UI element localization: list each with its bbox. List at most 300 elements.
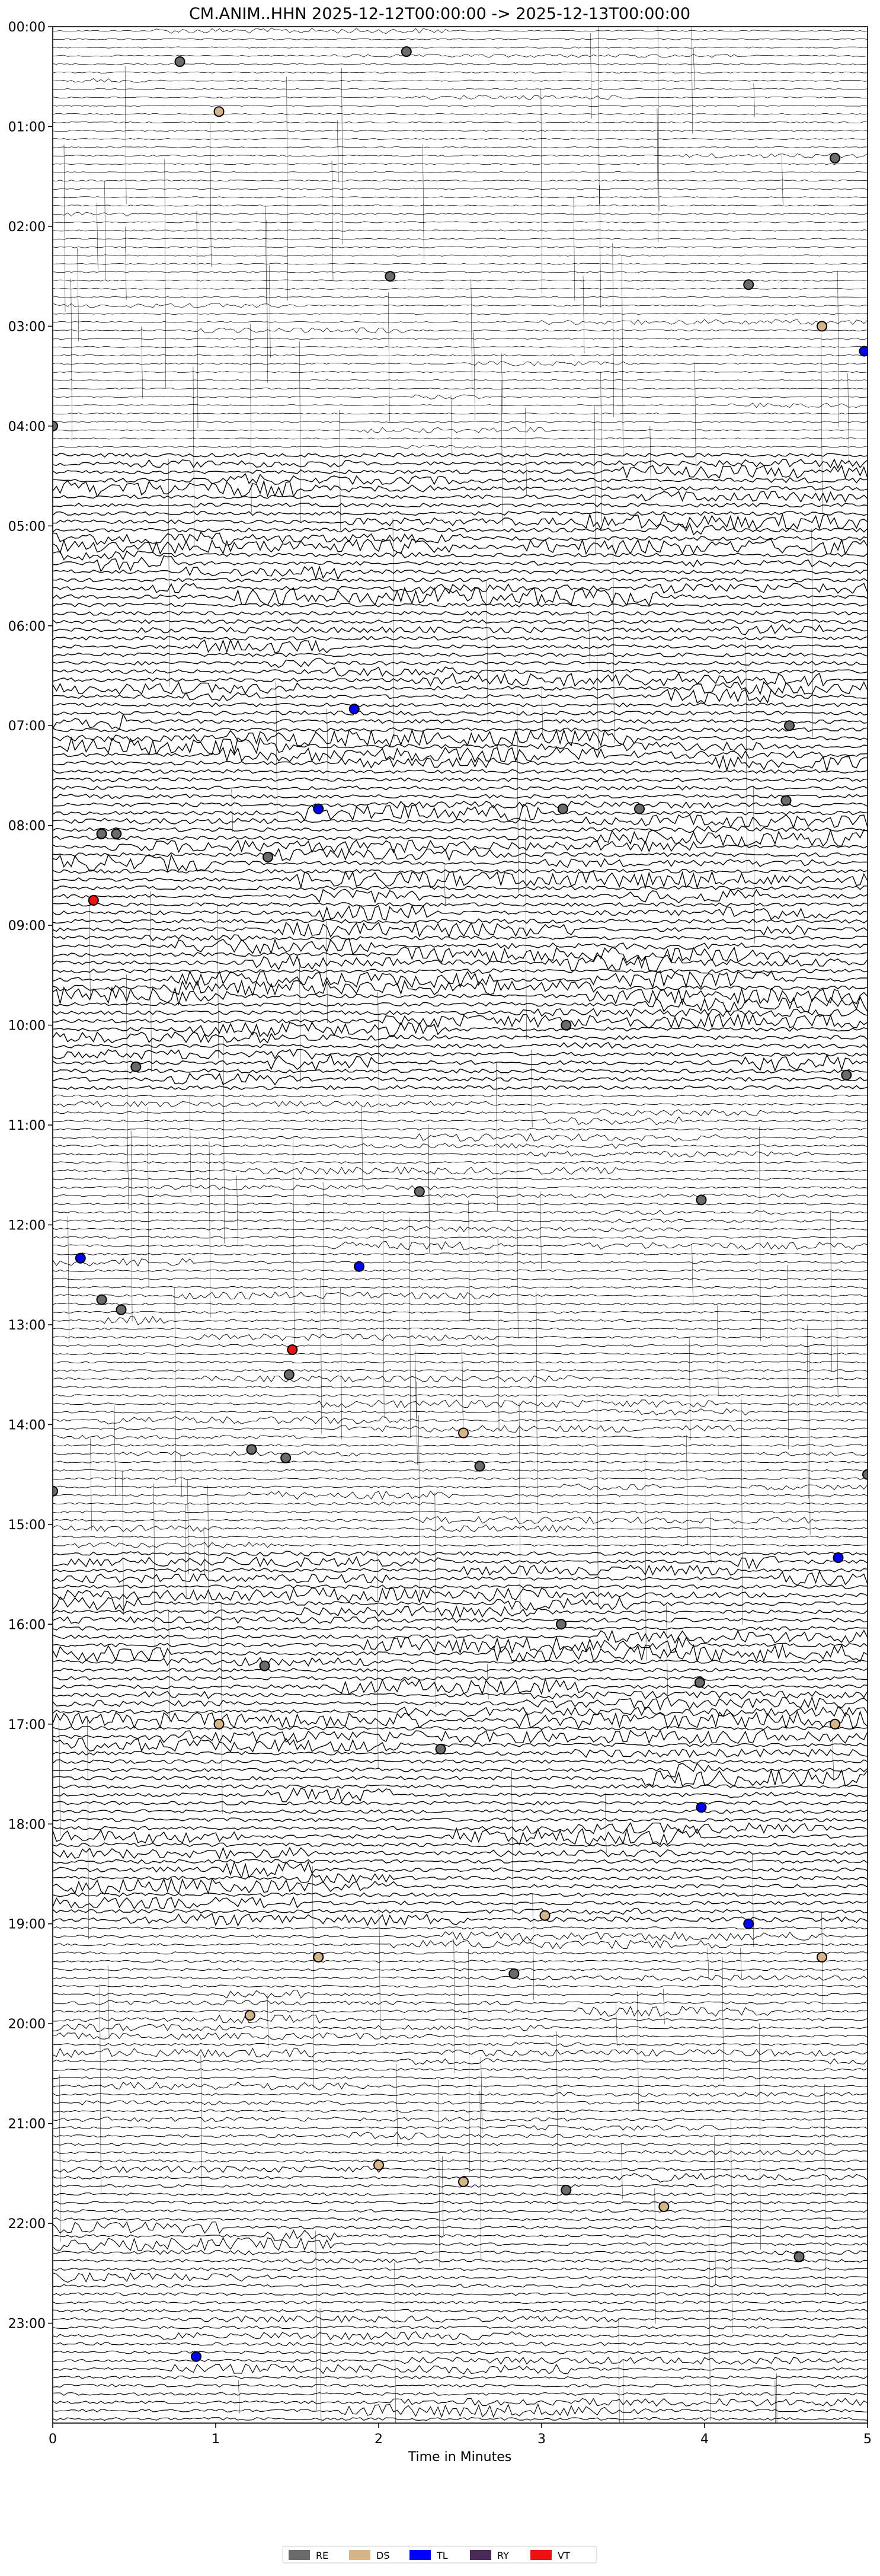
y-tick-label: 11:00 (8, 1118, 46, 1134)
event-marker-re (263, 852, 273, 862)
y-tick-label: 17:00 (8, 1717, 46, 1733)
trace-spike (709, 2219, 711, 2421)
trace-spike (782, 156, 783, 206)
trace-line (53, 2193, 868, 2196)
trace-spike (409, 1217, 411, 1438)
trace-line (53, 338, 868, 339)
trace-spike (78, 248, 79, 341)
trace-line (53, 2117, 868, 2122)
event-marker-re (561, 1021, 571, 1030)
trace-spike (91, 1439, 92, 1531)
trace-spike (342, 68, 343, 245)
trace-spike (717, 1306, 718, 1396)
trace-line (53, 1032, 868, 1043)
trace-line (53, 371, 868, 372)
trace-line (53, 1511, 868, 1513)
event-marker-re (402, 47, 411, 56)
trace-spike (658, 25, 659, 211)
trace-spike (487, 581, 488, 724)
trace-line (53, 1178, 868, 1180)
trace-line (53, 47, 868, 48)
trace-line (53, 1960, 868, 1963)
trace-spike (276, 682, 277, 823)
trace-line (53, 88, 868, 90)
trace-spike (223, 1037, 225, 1244)
trace-line (53, 205, 868, 206)
trace-line (53, 2376, 868, 2379)
trace-spike (379, 1906, 380, 2038)
trace-line (53, 138, 868, 139)
trace-line (53, 689, 868, 704)
legend-swatch-re (289, 2550, 310, 2560)
trace-line (53, 1829, 868, 1845)
trace-spike (232, 790, 233, 832)
event-marker-tl (191, 2352, 201, 2361)
legend-swatch-ry (470, 2550, 491, 2560)
trace-spike (378, 992, 379, 1117)
event-marker-ds (245, 2011, 255, 2020)
trace-spike (556, 2031, 558, 2210)
trace-spike (393, 518, 394, 739)
trace-line (53, 2301, 868, 2304)
trace-line (53, 263, 868, 264)
trace-line (53, 786, 868, 790)
trace-line (53, 1203, 868, 1205)
trace-line (53, 2309, 868, 2312)
trace-line (53, 870, 868, 874)
y-tick-label: 21:00 (8, 2117, 46, 2132)
trace-line (53, 238, 868, 239)
trace-line (53, 756, 868, 771)
event-marker-re (247, 1445, 257, 1455)
event-marker-ds (817, 1952, 827, 1962)
legend-label-ry: RY (497, 2550, 509, 2561)
trace-line (53, 673, 868, 686)
trace-spike (837, 1315, 838, 1398)
trace-spike (123, 1471, 124, 1615)
x-axis-ticks (49, 2423, 872, 2447)
trace-line (53, 2357, 868, 2364)
trace-line (53, 889, 868, 903)
y-tick-label: 16:00 (8, 1618, 46, 1633)
trace-spike (616, 2004, 617, 2046)
trace-spike (759, 2024, 760, 2250)
trace-spike (714, 2136, 715, 2284)
trace-line (53, 1897, 868, 1909)
trace-spike (777, 2373, 778, 2574)
trace-line (53, 1478, 868, 1480)
y-tick-label: 09:00 (8, 919, 46, 934)
y-tick-label: 05:00 (8, 519, 46, 535)
legend-label-ds: DS (376, 2550, 390, 2561)
trace-line (53, 1976, 868, 1981)
trace-line (53, 466, 868, 478)
event-marker-tl (76, 1254, 85, 1263)
y-tick-label: 07:00 (8, 719, 46, 734)
event-marker-ds (830, 1720, 840, 1729)
trace-line (53, 2201, 868, 2204)
y-tick-label: 02:00 (8, 219, 46, 235)
trace-line (53, 903, 868, 907)
trace-line (53, 612, 868, 615)
trace-spike (423, 145, 424, 259)
trace-line (53, 421, 868, 423)
trace-line (53, 445, 868, 448)
y-tick-label: 14:00 (8, 1418, 46, 1433)
event-marker-ds (659, 2202, 668, 2211)
trace-line (53, 1952, 868, 1954)
trace-line (53, 2326, 868, 2329)
trace-line (53, 1862, 868, 1878)
trace-line (53, 2110, 868, 2112)
trace-line (53, 2006, 868, 2016)
trace-spike (428, 1131, 430, 1219)
trace-line (53, 28, 868, 34)
x-tick-label: 5 (863, 2432, 872, 2447)
trace-spike (148, 1107, 149, 1288)
trace-spike (435, 1493, 436, 1708)
trace-line (53, 247, 868, 248)
x-tick-label: 2 (375, 2432, 383, 2447)
trace-line (53, 815, 868, 828)
trace-line (53, 2222, 868, 2233)
trace-line (53, 362, 868, 366)
trace-spike (210, 123, 211, 267)
trace-line (53, 72, 868, 73)
trace-spike (623, 2358, 624, 2570)
trace-spike (481, 2057, 482, 2133)
event-marker-re (830, 154, 840, 163)
trace-spike (741, 1399, 743, 1625)
trace-spike (848, 373, 849, 464)
trace-line (53, 1502, 868, 1505)
trace-line (53, 1185, 868, 1190)
event-marker-re (436, 1744, 446, 1754)
trace-line (53, 658, 868, 667)
trace-line (53, 1585, 868, 1589)
trace-line (53, 1395, 868, 1396)
y-axis-ticks (8, 20, 53, 2332)
trace-spike (638, 1992, 639, 2111)
event-marker-re (841, 1070, 851, 1080)
trace-line (53, 481, 868, 497)
trace-line (53, 2000, 868, 2005)
seismic-trace-layer (53, 0, 868, 2574)
trace-line (53, 354, 868, 356)
trace-spike (689, 1337, 690, 1440)
trace-spike (480, 2091, 481, 2262)
trace-spike (217, 904, 219, 1059)
event-marker-re (415, 1187, 424, 1196)
trace-spike (583, 276, 584, 353)
event-marker-re (97, 829, 107, 839)
trace-line (53, 728, 868, 731)
trace-line (53, 1606, 868, 1617)
trace-line (53, 2251, 868, 2255)
trace-spike (517, 707, 519, 893)
trace-line (53, 1253, 868, 1255)
event-marker-ds (215, 1720, 224, 1729)
trace-line (53, 1588, 868, 1602)
trace-line (53, 625, 868, 635)
trace-line (53, 1151, 868, 1157)
event-marker-re (281, 1453, 290, 1463)
event-marker-re (558, 804, 568, 814)
event-marker-tl (697, 1802, 706, 1812)
trace-line (53, 640, 868, 653)
trace-line (53, 512, 868, 516)
trace-spike (517, 1148, 518, 1339)
event-marker-re (117, 1305, 126, 1315)
trace-spike (114, 1405, 116, 1495)
event-marker-re (695, 1678, 705, 1687)
trace-spike (415, 1351, 417, 1418)
trace-spike (221, 1602, 222, 1814)
y-tick-label: 08:00 (8, 819, 46, 834)
trace-line (53, 380, 868, 381)
trace-line (53, 1361, 868, 1363)
trace-line (53, 730, 868, 746)
trace-line (53, 855, 868, 871)
trace-line (53, 1770, 868, 1786)
trace-line (53, 1241, 868, 1250)
trace-line (53, 556, 868, 572)
trace-line (53, 603, 868, 607)
trace-line (53, 54, 868, 57)
trace-line (53, 1697, 868, 1709)
trace-line (53, 1909, 868, 1915)
trace-spike (451, 395, 452, 457)
trace-spike (108, 1965, 109, 2039)
trace-line (53, 1556, 868, 1568)
legend-swatch-tl (409, 2550, 431, 2560)
event-marker-vt (89, 896, 98, 905)
trace-line (53, 567, 868, 579)
trace-spike (396, 2064, 398, 2146)
trace-line (53, 919, 868, 923)
trace-spike (190, 1097, 191, 1193)
trace-spike (442, 2156, 443, 2235)
trace-line (53, 1848, 868, 1858)
trace-spike (542, 688, 543, 739)
trace-spike (321, 1278, 322, 1434)
trace-line (53, 2068, 868, 2070)
trace-spike (740, 1948, 741, 1979)
trace-line (53, 403, 868, 408)
trace-line (53, 2048, 868, 2057)
trace-line (53, 1444, 868, 1446)
trace-spike (541, 88, 542, 293)
trace-spike (361, 1106, 363, 1194)
trace-spike (125, 66, 126, 204)
trace-line (53, 539, 868, 554)
trace-line (53, 2033, 868, 2040)
trace-line (53, 514, 868, 530)
event-marker-re (744, 280, 753, 289)
event-marker-re (175, 57, 185, 66)
trace-line (53, 1669, 868, 1672)
trace-line (53, 1932, 868, 1941)
trace-spike (692, 10, 693, 133)
trace-spike (838, 271, 839, 427)
trace-line (53, 395, 868, 399)
trace-spike (753, 1854, 754, 1947)
trace-line (53, 1637, 868, 1653)
trace-line (53, 346, 868, 347)
legend-swatch-ds (349, 2550, 370, 2560)
trace-line (53, 578, 868, 581)
trace-line (53, 1376, 868, 1382)
event-marker-re (475, 1462, 485, 1471)
trace-line (53, 667, 868, 676)
trace-line (53, 871, 868, 888)
trace-line (53, 1286, 868, 1288)
trace-spike (831, 1210, 832, 1372)
event-marker-re (785, 721, 794, 730)
trace-line (53, 1730, 868, 1743)
trace-spike (395, 2263, 396, 2451)
legend-label-re: RE (316, 2550, 329, 2561)
trace-line (53, 1968, 868, 1971)
trace-line (53, 1134, 868, 1142)
trace-line (53, 1843, 868, 1846)
trace-line (53, 2210, 868, 2213)
trace-line (53, 154, 868, 158)
trace-line (53, 1785, 868, 1788)
trace-line (53, 1073, 868, 1085)
trace-line (53, 2384, 868, 2387)
trace-line (53, 427, 868, 433)
trace-line (53, 2024, 868, 2032)
y-tick-label: 12:00 (8, 1218, 46, 1233)
trace-spike (165, 159, 166, 388)
trace-line (53, 1236, 868, 1239)
trace-line (53, 997, 868, 1012)
trace-line (53, 1565, 868, 1575)
trace-line (53, 491, 868, 503)
trace-spike (454, 1939, 455, 2073)
trace-spike (250, 324, 251, 513)
trace-line (53, 122, 868, 123)
trace-spike (127, 1143, 129, 1210)
trace-line (53, 1086, 868, 1090)
trace-line (53, 328, 868, 333)
trace-line (53, 769, 868, 773)
trace-line (53, 474, 868, 485)
trace-line (53, 2076, 868, 2079)
event-marker-ds (540, 1911, 550, 1920)
trace-line (53, 1676, 868, 1680)
trace-line (53, 1128, 868, 1130)
trace-line (53, 2230, 868, 2241)
y-tick-label: 00:00 (8, 20, 46, 35)
legend (283, 2546, 597, 2563)
trace-line (53, 2259, 868, 2263)
event-marker-ds (817, 321, 827, 331)
trace-line (53, 1893, 868, 1897)
trace-spike (775, 2380, 776, 2511)
trace-spike (469, 1200, 470, 1322)
trace-spike (812, 529, 813, 738)
trace-line (53, 1110, 868, 1116)
trace-line (53, 1022, 868, 1037)
event-marker-tl (350, 704, 359, 714)
trace-spike (193, 367, 194, 548)
trace-spike (204, 1529, 205, 1575)
event-marker-re (284, 1370, 294, 1379)
trace-line (53, 503, 868, 507)
trace-spike (313, 1866, 314, 2088)
trace-line (53, 413, 868, 414)
trace-line (53, 319, 868, 325)
trace-line (53, 1631, 868, 1643)
trace-line (53, 1270, 868, 1271)
legend-swatch-vt (530, 2550, 552, 2560)
trace-line (53, 271, 868, 273)
trace-spike (469, 1949, 470, 2172)
trace-line (53, 1788, 868, 1802)
trace-spike (299, 342, 300, 523)
trace-line (53, 938, 868, 954)
trace-line (53, 922, 868, 937)
event-marker-ds (374, 2160, 383, 2170)
trace-line (53, 794, 868, 799)
trace-line (53, 197, 868, 198)
trace-line (53, 255, 868, 256)
y-tick-label: 06:00 (8, 619, 46, 634)
trace-spike (693, 49, 695, 90)
trace-line (53, 703, 868, 707)
trace-line (53, 1679, 868, 1694)
y-tick-label: 13:00 (8, 1318, 46, 1333)
trace-line (53, 453, 868, 458)
trace-spike (760, 1127, 761, 1341)
trace-line (53, 532, 868, 545)
trace-line (53, 935, 868, 941)
trace-line (53, 1990, 868, 1998)
trace-spike (525, 818, 526, 1040)
trace-line (53, 113, 868, 114)
trace-spike (622, 255, 623, 456)
y-tick-label: 01:00 (8, 120, 46, 135)
event-marker-vt (287, 1345, 297, 1354)
trace-spike (574, 197, 575, 301)
trace-spike (746, 642, 747, 871)
trace-spike (197, 211, 198, 428)
trace-line (53, 826, 868, 833)
trace-line (53, 2238, 868, 2251)
trace-line (53, 1278, 868, 1280)
trace-line (53, 1400, 868, 1408)
trace-line (53, 801, 868, 808)
trace-spike (151, 891, 152, 1072)
trace-line (53, 2268, 868, 2271)
trace-line (53, 1691, 868, 1699)
trace-spike (474, 333, 475, 420)
trace-line (53, 1219, 868, 1223)
trace-line (53, 130, 868, 131)
trace-line (53, 230, 868, 231)
trace-spike (498, 1238, 499, 1431)
trace-line (53, 188, 868, 190)
trace-line (53, 2398, 868, 2406)
event-marker-re (509, 1969, 519, 1979)
trace-line (53, 524, 868, 535)
trace-line (53, 2404, 868, 2417)
trace-spike (708, 1948, 709, 1980)
trace-spike (208, 1486, 209, 1644)
trace-spike (299, 959, 300, 1083)
